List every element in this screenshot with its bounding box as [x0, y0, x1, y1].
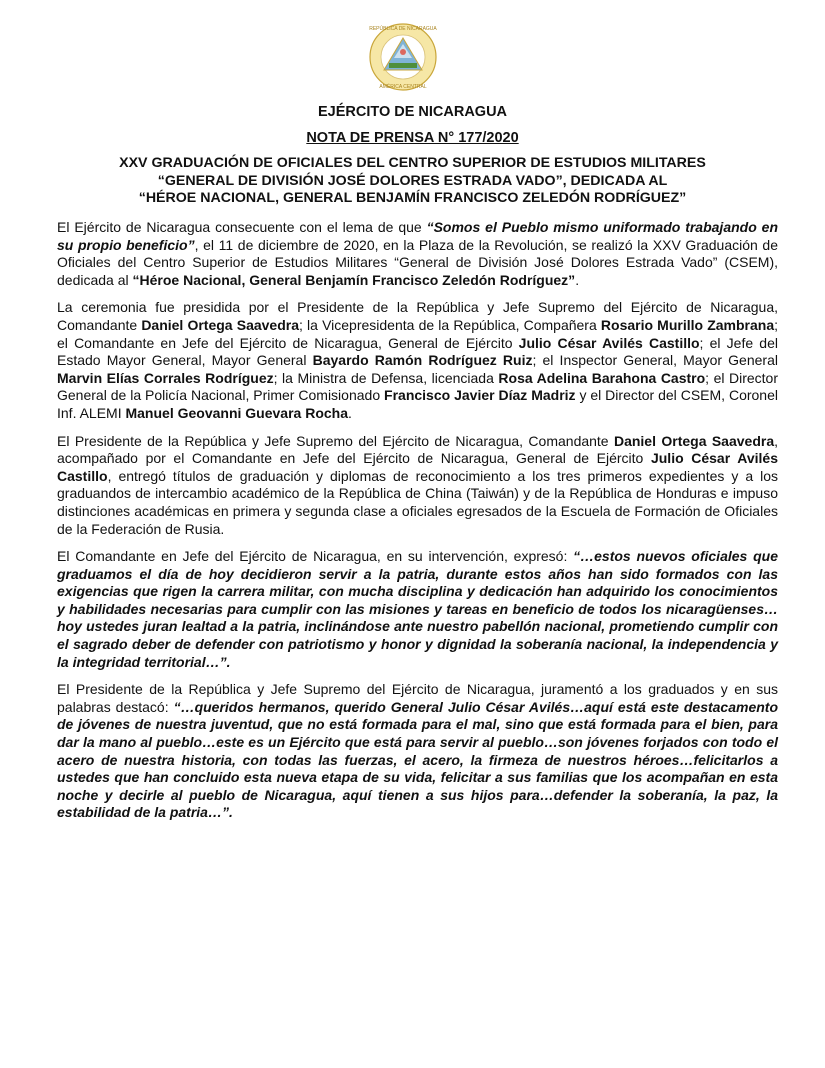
paragraph-1-text: , el 11 de diciembre de 2020, en la Plaza de la Revolución, se realizó la XXV Graduación de Oficiales del Centro Superior de Estudios Militares “General de División José Dolores Estrada Vado” (CSEM), dedicada al — [57, 236, 778, 288]
person-name: Rosario Murillo Zambrana — [600, 316, 775, 333]
person-name: Julio César Avilés Castillo — [57, 450, 778, 484]
paragraph-3-text: , acompañado por el Comandante en Jefe del Ejército de Nicaragua, General de Ejército — [57, 432, 779, 467]
paragraph-5-text: El Presidente de la República y Jefe Supremo del Ejército de Nicaragua, juramentó a los graduados y en sus palabras destacó: — [57, 681, 778, 715]
person-name: Manuel Geovanni Guevara Rocha — [125, 404, 348, 421]
paragraph-2-text: La ceremonia fue presidida por el Presidente de la República y Jefe Supremo del Ejército de Nicaragua, Comandante — [57, 299, 778, 333]
headline-line-3: “HÉROE NACIONAL, GENERAL BENJAMÍN FRANCISCO ZELEDÓN RODRÍGUEZ” — [138, 190, 687, 206]
paragraph-5-quote: “…queridos hermanos, querido General Julio César Avilés…aquí está este destacamento de jóvenes de nuestra juventud, que no está formada para el mal, sino que está formada para el bien, para dar la mano al pueblo…este es un Ejército que está para servir al pueblo…son jóvenes forjados con todo el acero de nuestra historia, con todas las fuerzas, el acero, la firmeza de nuestros héroes…felicitarlos a ustedes que han concluido esta nueva etapa de su vida, felicitar a sus familias que los acompañan en esta noche y decirle al pueblo de Nicaragua, aquí tienen a sus hijos para…defender la soberanía, la paz, la estabilidad de la patria…”. — [57, 698, 779, 821]
organization-title: EJÉRCITO DE NICARAGUA — [317, 104, 508, 120]
paragraph-3-text: , entregó títulos de graduación y diplomas de reconocimiento a los tres primeros expedientes y a los graduandos de intercambio académico de la República de China (Taiwán) y de la República de Honduras e impuso distinciones académicas en primera y segunda clase a oficiales egresados de la Escuela de Formación de Oficiales de la Federación de Rusia. — [57, 467, 778, 537]
paragraph-1-text: . — [575, 271, 580, 288]
paragraph-1 — [57, 219, 778, 289]
paragraph-1-motto: “Somos el Pueblo mismo uniformado trabajando en su propio beneficio” — [57, 219, 778, 253]
press-note-label: NOTA DE PRENSA N° 177/2020 — [306, 130, 519, 146]
person-name: Julio César Avilés Castillo — [518, 334, 700, 351]
coat-of-arms-emblem — [368, 22, 438, 92]
person-name: Rosa Adelina Barahona Castro — [498, 369, 706, 386]
press-note-number — [0, 130, 825, 146]
emblem-top-label: REPÚBLICA DE NICARAGUA — [369, 26, 437, 32]
paragraph-4-quote: “…estos nuevos oficiales que graduamos el día de hoy decidieron servir a la patria, durante estos años han sido formados con las exigencias que rigen la carrera militar, con mucha disciplina y dedicación han adquirido los conocimientos y habilidades necesarias para cumplir con las misiones y tareas en beneficio de todos los nicaragüenses…hoy ustedes juran lealtad a la patria, inclinándose ante nuestro pabellón nacional, prometiendo cumplir con el sagrado deber de defender con patriotismo y honor y dignidad la soberanía nacional, la independencia y la integridad territorial…”. — [57, 548, 778, 670]
headline-line-2: “GENERAL DE DIVISIÓN JOSÉ DOLORES ESTRADA VADO”, DEDICADA AL — [157, 172, 668, 189]
paragraph-1-text: El Ejército de Nicaragua consecuente con el lema de que — [57, 219, 427, 235]
person-name: Daniel Ortega Saavedra — [141, 316, 299, 333]
headline-line-1: XXV GRADUACIÓN DE OFICIALES DEL CENTRO SUPERIOR DE ESTUDIOS MILITARES — [119, 155, 706, 171]
paragraph-2 — [57, 299, 778, 422]
paragraph-5 — [57, 681, 778, 822]
paragraph-3 — [57, 433, 778, 539]
paragraph-2-text: ; el Inspector General, Mayor General — [532, 352, 778, 369]
paragraph-2-text: ; el Jefe del Estado Mayor General, Mayor General — [57, 334, 778, 369]
paragraph-2-text: y el Director del CSEM, Coronel Inf. ALEMI — [57, 387, 778, 421]
article-body — [57, 219, 778, 832]
paragraph-1-dedication: “Héroe Nacional, General Benjamín Francisco Zeledón Rodríguez” — [132, 271, 576, 288]
paragraph-4 — [57, 548, 778, 671]
emblem-bottom-label: AMÉRICA CENTRAL — [379, 84, 427, 90]
paragraph-4-text: El Comandante en Jefe del Ejército de Nicaragua, en su intervención, expresó: — [57, 548, 574, 565]
paragraph-2-text: ; la Ministra de Defensa, licenciada — [273, 369, 499, 386]
paragraph-2-text: ; el Comandante en Jefe del Ejército de Nicaragua, General de Ejército — [57, 316, 778, 351]
headline — [50, 155, 775, 208]
paragraph-3-text: El Presidente de la República y Jefe Supremo del Ejército de Nicaragua, Comandante — [57, 432, 614, 449]
person-name: Bayardo Ramón Rodríguez Ruiz — [312, 352, 533, 369]
person-name: Marvin Elías Corrales Rodríguez — [57, 369, 274, 386]
paragraph-2-text: . — [348, 404, 352, 421]
person-name: Daniel Ortega Saavedra — [613, 432, 775, 449]
person-name: Francisco Javier Díaz Madriz — [384, 387, 576, 404]
paragraph-2-text: ; el Director General de la Policía Nacional, Primer Comisionado — [57, 369, 779, 404]
paragraph-2-text: ; la Vicepresidenta de la República, Compañera — [299, 316, 601, 333]
